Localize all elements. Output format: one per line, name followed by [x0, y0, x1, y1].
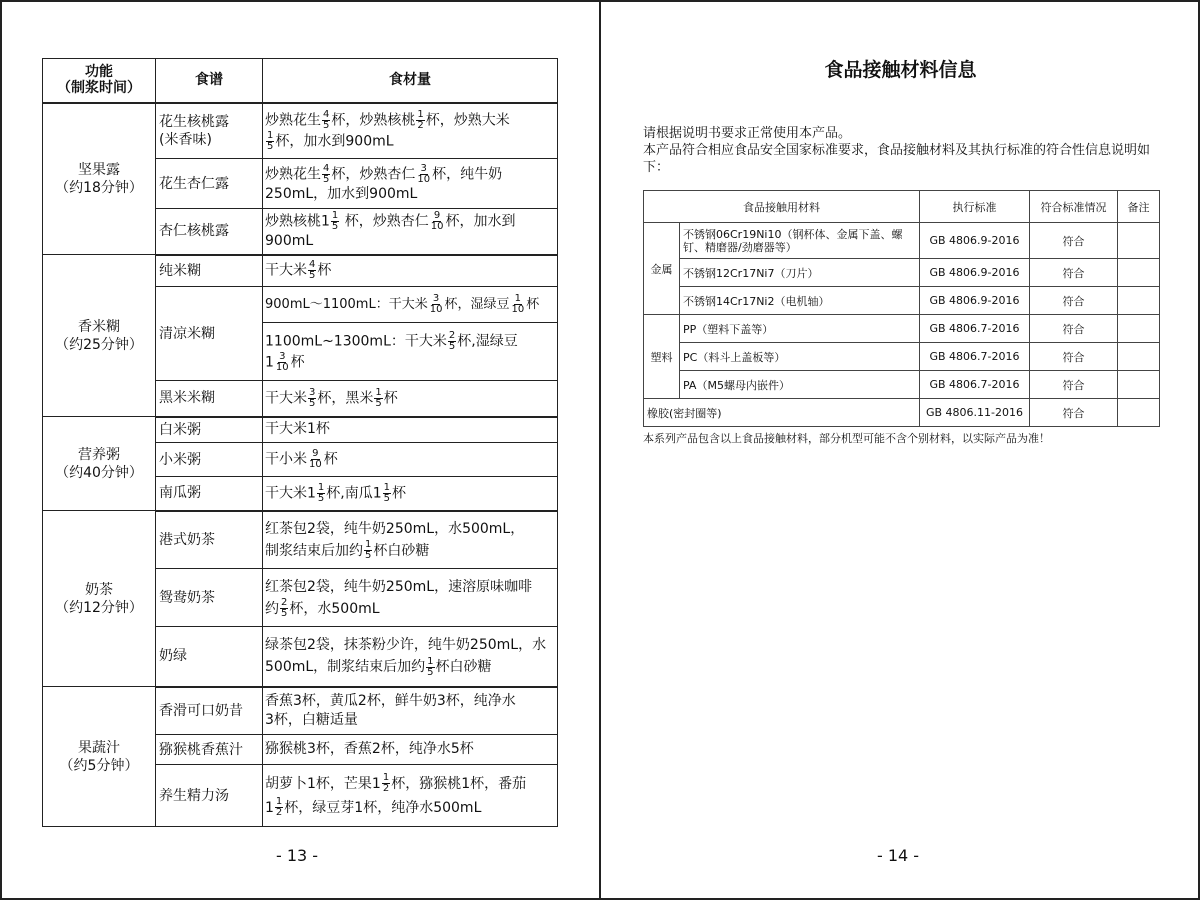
- recipe-amount: [263, 287, 558, 323]
- fraction-denominator: 2: [382, 783, 390, 794]
- standard-cell: GB 4806.9-2016: [920, 259, 1030, 287]
- amount-text: 干大米: [265, 262, 307, 279]
- compliance-cell: 符合: [1030, 343, 1118, 371]
- fraction-numerator: 1: [275, 796, 283, 807]
- intro-text: [643, 125, 1163, 176]
- group-name: 奶茶: [85, 581, 113, 598]
- fraction-denominator: 5: [323, 173, 330, 185]
- recipe-name: 黑米米糊: [156, 381, 263, 417]
- amount-text: 1100mL~1300mL：干大米: [265, 333, 447, 349]
- amount-text: 干大米: [265, 390, 307, 407]
- amount-text: 杯，水500mL: [289, 600, 380, 617]
- fraction-denominator: 10: [275, 361, 289, 373]
- amount-text: 杯，加水到900mL: [275, 133, 394, 150]
- amount-text: 炒熟花生: [265, 166, 321, 182]
- recipe-amount: [263, 209, 558, 255]
- recipe-name: 纯米糊: [156, 255, 263, 287]
- standard-cell: GB 4806.7-2016: [920, 315, 1030, 343]
- fraction-numerator: 3: [309, 386, 316, 398]
- material-cell: 橡胶(密封圈等): [644, 399, 920, 427]
- fraction: [364, 540, 372, 561]
- fraction-numerator: 1: [514, 293, 522, 304]
- amount-text: 900mL～1100mL：干大米: [265, 297, 428, 312]
- fraction-denominator: 5: [383, 492, 391, 504]
- recipe-name: 养生精力汤: [156, 765, 263, 827]
- remark-cell: [1118, 287, 1160, 315]
- fraction: [322, 110, 330, 131]
- group-nut-drink: [43, 103, 156, 255]
- group-name: 坚果露: [78, 161, 120, 178]
- compliance-cell: 符合: [1030, 399, 1118, 427]
- fraction: [382, 773, 390, 794]
- fraction: [416, 164, 431, 185]
- fraction: [429, 294, 444, 315]
- amount-text: 杯: [323, 451, 338, 468]
- amount-text: 杯,湿绿豆: [457, 333, 518, 349]
- group-time: （约40分钟）: [55, 464, 143, 481]
- recipe-name: [156, 103, 263, 159]
- standard-cell: GB 4806.9-2016: [920, 287, 1030, 315]
- fraction-denominator: 10: [511, 304, 525, 315]
- standard-cell: GB 4806.11-2016: [920, 399, 1030, 427]
- group-plastic: 塑料: [644, 315, 680, 399]
- recipe-amount: 猕猴桃3杯，香蕉2杯，纯净水5杯: [263, 735, 558, 765]
- recipe-amount: [263, 687, 558, 735]
- fraction: [317, 483, 325, 504]
- header-function-time-label: （制浆时间）: [57, 80, 141, 97]
- recipe-name-line1: 花生核桃露: [159, 113, 229, 130]
- fraction: [383, 483, 391, 504]
- header-material: 食品接触用材料: [644, 191, 920, 223]
- amount-text: 制浆结束后加约: [265, 542, 363, 559]
- remark-cell: [1118, 259, 1160, 287]
- fraction-denominator: 5: [281, 608, 288, 619]
- fraction-numerator: 9: [312, 448, 319, 459]
- remark-cell: [1118, 223, 1160, 259]
- fraction: [322, 164, 330, 185]
- fraction-denominator: 10: [429, 304, 443, 315]
- fraction: [308, 260, 316, 281]
- fraction-denominator: 5: [317, 492, 325, 504]
- fraction-numerator: 1: [383, 481, 391, 493]
- standard-cell: GB 4806.7-2016: [920, 371, 1030, 399]
- material-cell: PA（M5螺母内嵌件）: [680, 371, 920, 399]
- remark-cell: [1118, 371, 1160, 399]
- fraction-denominator: 5: [323, 119, 330, 131]
- fraction-denominator: 5: [331, 221, 339, 233]
- fraction-numerator: 3: [420, 162, 427, 174]
- amount-text: 杯，加水到: [445, 213, 516, 230]
- amount-text: 3杯，白糖适量: [265, 711, 358, 728]
- fraction-denominator: 5: [427, 666, 434, 678]
- amount-text: 杯，黑米: [317, 390, 374, 407]
- fraction-numerator: 1: [365, 539, 372, 551]
- recipe-amount: [263, 511, 558, 569]
- amount-text: 杯: [290, 354, 305, 370]
- recipe-name: 猕猴桃香蕉汁: [156, 735, 263, 765]
- fraction: [416, 110, 424, 131]
- fraction-denominator: 10: [417, 173, 431, 185]
- fraction-denominator: 10: [309, 459, 322, 470]
- compliance-cell: 符合: [1030, 287, 1118, 315]
- material-cell: PP（塑料下盖等）: [680, 315, 920, 343]
- fraction-numerator: 1: [267, 129, 274, 141]
- group-name: 果蔬汁: [78, 739, 120, 756]
- recipe-table: [42, 58, 558, 827]
- amount-text: 炒熟花生: [265, 112, 321, 129]
- fraction: [308, 449, 323, 470]
- fraction-denominator: 5: [267, 140, 274, 152]
- material-cell: 不锈钢12Cr17Ni7（刀片）: [680, 259, 920, 287]
- page-13: [0, 0, 599, 900]
- amount-text: 杯白砂糖: [373, 542, 430, 559]
- fraction-numerator: 2: [448, 329, 456, 341]
- amount-text: 250mL，加水到900mL: [265, 185, 418, 202]
- remark-cell: [1118, 343, 1160, 371]
- page-14: [601, 0, 1200, 900]
- amount-text: 杯: [383, 390, 398, 407]
- fraction-denominator: 2: [417, 119, 424, 131]
- fraction: [331, 211, 339, 232]
- amount-text: 900mL: [265, 233, 314, 250]
- recipe-amount: [263, 443, 558, 477]
- header-amount: 食材量: [263, 59, 558, 103]
- fraction-numerator: 4: [309, 259, 316, 271]
- fraction-numerator: 1: [331, 210, 339, 222]
- fraction: [280, 598, 288, 619]
- group-time: （约5分钟）: [59, 757, 139, 774]
- recipe-amount: [263, 323, 558, 381]
- fraction-denominator: 5: [365, 550, 372, 562]
- recipe-name: 南瓜粥: [156, 477, 263, 511]
- group-rice-paste: [43, 255, 156, 417]
- amount-text: 红茶包2袋，纯牛奶250mL，速溶原味咖啡: [265, 578, 533, 595]
- recipe-name: 香滑可口奶昔: [156, 687, 263, 735]
- amount-text: 杯,南瓜1: [326, 485, 382, 502]
- group-juice: [43, 687, 156, 827]
- recipe-amount: [263, 103, 558, 159]
- recipe-name: 奶绿: [156, 627, 263, 687]
- compliance-cell: 符合: [1030, 371, 1118, 399]
- amount-text: 香蕉3杯，黄瓜2杯，鲜牛奶3杯，纯净水: [265, 692, 516, 709]
- amount-text: 1: [265, 354, 274, 370]
- recipe-name: 白米粥: [156, 417, 263, 443]
- group-name: 香米糊: [78, 318, 120, 335]
- group-porridge: [43, 417, 156, 511]
- recipe-amount: [263, 765, 558, 827]
- fraction-denominator: 5: [448, 340, 456, 352]
- amount-text: 约: [265, 600, 279, 617]
- recipe-amount: [263, 477, 558, 511]
- fraction: [374, 388, 382, 409]
- header-remark: 备注: [1118, 191, 1160, 223]
- standard-cell: GB 4806.9-2016: [920, 223, 1030, 259]
- group-milk-tea: [43, 511, 156, 687]
- group-time: （约25分钟）: [55, 336, 143, 353]
- fraction: [510, 294, 525, 315]
- fraction-numerator: 3: [279, 350, 286, 362]
- amount-text: 杯: [392, 485, 407, 502]
- fraction: [426, 657, 434, 678]
- amount-text: 杯白砂糖: [435, 659, 492, 676]
- amount-text: 杯，炒熟杏仁: [331, 166, 416, 182]
- fraction-denominator: 5: [309, 270, 316, 282]
- amount-text: 绿茶包2袋，抹茶粉少许，纯牛奶250mL，水: [265, 637, 547, 654]
- page-number-14: - 14 -: [877, 846, 920, 865]
- fraction-numerator: 4: [323, 162, 330, 174]
- page-number-13: - 13 -: [276, 846, 319, 865]
- amount-text: 杯，纯牛奶: [432, 166, 503, 182]
- fraction-numerator: 1: [427, 655, 434, 667]
- fraction: [275, 797, 283, 818]
- materials-table: [643, 190, 1160, 427]
- fraction: [308, 388, 316, 409]
- amount-text: 杯，猕猴桃1杯，番茄: [391, 775, 527, 792]
- fraction-denominator: 2: [275, 807, 283, 818]
- recipe-amount: 干大米1杯: [263, 417, 558, 443]
- group-metal: 金属: [644, 223, 680, 315]
- amount-text: 干大米1: [265, 485, 316, 502]
- fraction-numerator: 1: [317, 481, 325, 493]
- fraction-numerator: 2: [281, 597, 288, 608]
- amount-text: 杯，湿绿豆: [444, 297, 510, 312]
- fraction-denominator: 5: [375, 397, 382, 409]
- fraction-numerator: 1: [382, 772, 390, 783]
- header-compliance: 符合标准情况: [1030, 191, 1118, 223]
- amount-text: 杯: [317, 262, 332, 279]
- recipe-name: 鸳鸯奶茶: [156, 569, 263, 627]
- remark-cell: [1118, 315, 1160, 343]
- recipe-amount: [263, 627, 558, 687]
- standard-cell: GB 4806.7-2016: [920, 343, 1030, 371]
- recipe-amount: [263, 159, 558, 209]
- fraction: [430, 211, 445, 232]
- remark-cell: [1118, 399, 1160, 427]
- recipe-amount: [263, 381, 558, 417]
- compliance-cell: 符合: [1030, 223, 1118, 259]
- recipe-name: 港式奶茶: [156, 511, 263, 569]
- recipe-name-line2: (米香味): [159, 131, 212, 148]
- amount-text: 杯，炒熟杏仁: [340, 213, 429, 230]
- amount-text: 500mL，制浆结束后加约: [265, 659, 426, 676]
- intro-line-1: 请根据说明书要求正常使用本产品。: [643, 126, 852, 141]
- amount-text: 杯，绿豆芽1杯，纯净水500mL: [284, 799, 482, 816]
- header-function-label: 功能: [85, 64, 113, 81]
- amount-text: 干小米: [265, 451, 307, 468]
- amount-text: 杯: [526, 297, 540, 312]
- header-function: [43, 59, 156, 103]
- compliance-cell: 符合: [1030, 259, 1118, 287]
- header-recipe: 食谱: [156, 59, 263, 103]
- material-cell: 不锈钢14Cr17Ni2（电机轴）: [680, 287, 920, 315]
- fraction-numerator: 4: [323, 108, 330, 120]
- recipe-amount: [263, 255, 558, 287]
- recipe-name: 花生杏仁露: [156, 159, 263, 209]
- fraction: [275, 352, 290, 373]
- fraction-numerator: 1: [417, 108, 424, 120]
- fraction-numerator: 1: [375, 386, 382, 398]
- amount-text: 胡萝卜1杯，芒果1: [265, 775, 381, 792]
- fraction: [266, 131, 274, 152]
- group-time: （约18分钟）: [55, 179, 143, 196]
- fraction: [448, 331, 456, 352]
- intro-line-2: 本产品符合相应食品安全国家标准要求，食品接触材料及其执行标准的符合性信息说明如下：: [643, 143, 1151, 175]
- recipe-name: 杏仁核桃露: [156, 209, 263, 255]
- recipe-name: 清凉米糊: [156, 287, 263, 381]
- recipe-name: 小米粥: [156, 443, 263, 477]
- fraction-numerator: 9: [433, 210, 441, 222]
- fraction-denominator: 10: [430, 221, 444, 233]
- material-cell: 不锈钢06Cr19Ni10（钢杯体、金属下盖、螺钉、精磨器/劲磨器等）: [680, 223, 920, 259]
- recipe-amount: [263, 569, 558, 627]
- material-cell: PC（料斗上盖板等）: [680, 343, 920, 371]
- amount-text: 杯，炒熟核桃: [331, 112, 416, 129]
- footnote: 本系列产品包含以上食品接触材料，部分机型可能不含个别材料，以实际产品为准！: [643, 432, 1050, 445]
- amount-text: 1: [265, 799, 274, 816]
- fraction-numerator: 3: [432, 293, 440, 304]
- group-name: 营养粥: [78, 446, 120, 463]
- amount-text: 杯，炒熟大米: [425, 112, 510, 129]
- fraction-denominator: 5: [309, 397, 316, 409]
- group-time: （约12分钟）: [55, 599, 143, 616]
- page-title: 食品接触材料信息: [824, 59, 977, 81]
- amount-text: 红茶包2袋，纯牛奶250mL，水500mL，: [265, 520, 525, 537]
- compliance-cell: 符合: [1030, 315, 1118, 343]
- header-standard: 执行标准: [920, 191, 1030, 223]
- amount-text: 炒熟核桃1: [265, 213, 330, 230]
